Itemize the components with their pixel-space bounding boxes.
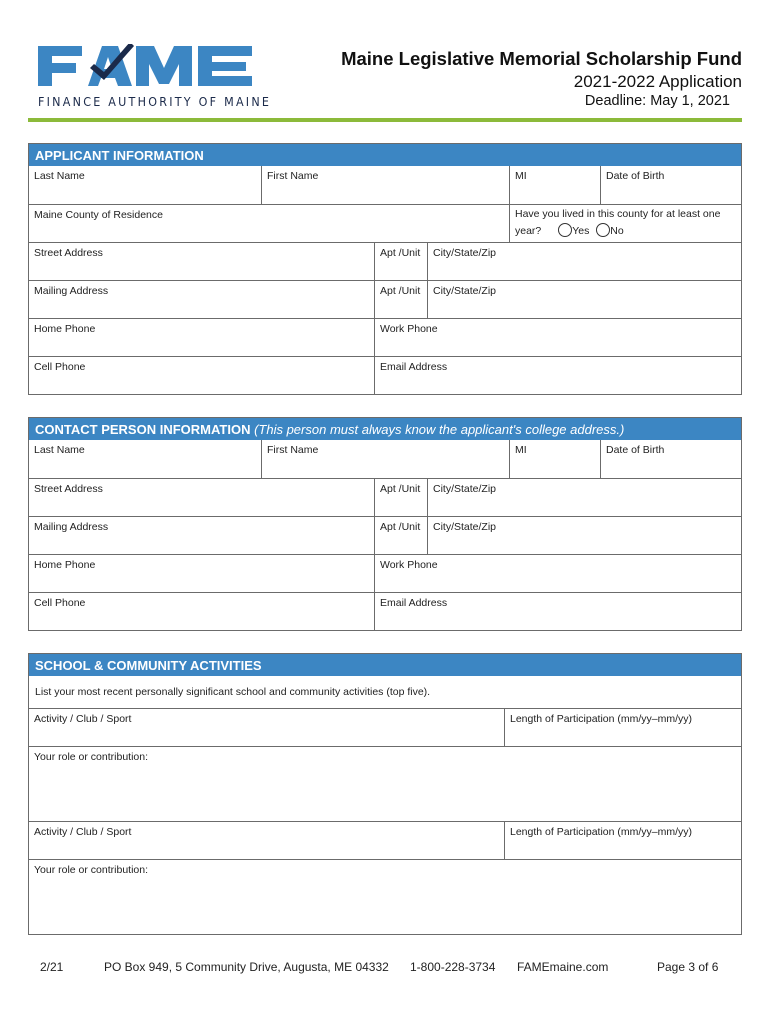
cell-email-row — [29, 356, 741, 394]
middle-initial-field[interactable] — [509, 166, 600, 204]
question-text: Have you lived in this county for at least one — [515, 208, 721, 220]
section-heading: APPLICANT INFORMATION — [29, 144, 741, 166]
footer-date: 2/21 — [40, 960, 64, 974]
field-label: Work Phone — [380, 323, 438, 335]
field-label: First Name — [267, 444, 319, 456]
question-text-2: year? — [515, 225, 542, 237]
city-state-zip-field[interactable] — [427, 517, 741, 554]
street-address-field[interactable] — [29, 243, 374, 280]
field-label: Last Name — [34, 444, 85, 456]
cell-phone-field[interactable] — [29, 593, 374, 630]
applicant-section — [28, 143, 742, 395]
field-label: Work Phone — [380, 559, 438, 571]
city-state-zip-field[interactable] — [427, 243, 741, 280]
footer-address: PO Box 949, 5 Community Drive, Augusta, ME 04332 — [104, 960, 389, 974]
section-title: CONTACT PERSON INFORMATION — [35, 422, 251, 437]
form-subtitle: 2021-2022 Application — [573, 72, 742, 91]
role-row — [29, 746, 741, 821]
street-address-field[interactable] — [29, 479, 374, 516]
work-phone-field[interactable] — [374, 319, 741, 356]
section-note: (This person must always know the applicant's college address.) — [254, 422, 625, 437]
field-label: Mailing Address — [34, 285, 109, 297]
footer-phone: 1-800-228-3734 — [410, 960, 496, 974]
email-field[interactable] — [374, 593, 741, 630]
field-label: Home Phone — [34, 559, 96, 571]
apt-unit-field[interactable] — [374, 479, 427, 516]
field-label: Last Name — [34, 170, 85, 182]
field-label: MI — [515, 444, 527, 456]
field-label: Date of Birth — [606, 170, 665, 182]
field-label: Street Address — [34, 247, 103, 259]
street-address-row — [29, 478, 741, 516]
applicant-name-row — [29, 166, 741, 204]
field-label: City/State/Zip — [433, 521, 497, 533]
field-label: Mailing Address — [34, 521, 109, 533]
first-name-field[interactable] — [261, 440, 509, 478]
no-label: No — [610, 225, 624, 237]
first-name-field[interactable] — [261, 166, 509, 204]
field-label: Apt /Unit — [380, 285, 421, 297]
field-label: Street Address — [34, 483, 103, 495]
field-label: Email Address — [380, 361, 448, 373]
contact-section — [28, 417, 742, 631]
contact-name-row — [29, 440, 741, 478]
work-phone-field[interactable] — [374, 555, 741, 592]
field-label: Email Address — [380, 597, 448, 609]
field-label: City/State/Zip — [433, 285, 497, 297]
home-phone-field[interactable] — [29, 319, 374, 356]
email-field[interactable] — [374, 357, 741, 394]
home-phone-field[interactable] — [29, 555, 374, 592]
mailing-address-row — [29, 280, 741, 318]
apt-unit-field[interactable] — [374, 243, 427, 280]
no-radio[interactable] — [596, 223, 610, 237]
middle-initial-field[interactable] — [509, 440, 600, 478]
fame-logo — [38, 44, 272, 114]
footer-page-number: Page 3 of 6 — [657, 960, 719, 974]
field-label: City/State/Zip — [433, 247, 497, 259]
role-row — [29, 859, 741, 934]
cell-email-row — [29, 592, 741, 630]
field-label: Home Phone — [34, 323, 96, 335]
field-label: Your role or contribution: — [34, 751, 149, 763]
section-heading — [29, 418, 741, 440]
activity-row — [29, 708, 741, 746]
date-of-birth-field[interactable] — [600, 440, 741, 478]
mailing-address-field[interactable] — [29, 517, 374, 554]
field-label: Activity / Club / Sport — [34, 826, 132, 838]
activities-instructions: List your most recent personally significant school and community activities (top five). — [35, 686, 431, 698]
county-duration-question — [509, 205, 741, 242]
activities-section — [28, 653, 742, 935]
footer-website[interactable]: FAMEmaine.com — [517, 960, 609, 974]
last-name-field[interactable] — [29, 166, 261, 204]
field-label: Date of Birth — [606, 444, 665, 456]
activity-field[interactable] — [29, 709, 504, 746]
street-address-row — [29, 242, 741, 280]
field-label: First Name — [267, 170, 319, 182]
apt-unit-field[interactable] — [374, 517, 427, 554]
activity-field[interactable] — [29, 822, 504, 859]
fame-logo-mark — [38, 44, 254, 88]
yes-radio[interactable] — [558, 223, 572, 237]
city-state-zip-field[interactable] — [427, 479, 741, 516]
mailing-address-field[interactable] — [29, 281, 374, 318]
section-heading: SCHOOL & COMMUNITY ACTIVITIES — [29, 654, 741, 676]
role-contribution-field[interactable] — [29, 860, 741, 934]
field-label: Apt /Unit — [380, 521, 421, 533]
county-row — [29, 204, 741, 242]
field-label: Length of Participation (mm/yy–mm/yy) — [510, 826, 693, 838]
phone-row — [29, 554, 741, 592]
field-label: Length of Participation (mm/yy–mm/yy) — [510, 713, 693, 725]
county-field[interactable] — [29, 205, 509, 242]
city-state-zip-field[interactable] — [427, 281, 741, 318]
field-label: Your role or contribution: — [34, 864, 149, 876]
activity-row — [29, 821, 741, 859]
field-label: City/State/Zip — [433, 483, 497, 495]
form-title: Maine Legislative Memorial Scholarship Fund — [341, 48, 742, 69]
apt-unit-field[interactable] — [374, 281, 427, 318]
field-label: Apt /Unit — [380, 483, 421, 495]
field-label: MI — [515, 170, 527, 182]
field-label: Cell Phone — [34, 597, 86, 609]
role-contribution-field[interactable] — [29, 747, 741, 821]
field-label: Maine County of Residence — [34, 209, 163, 221]
cell-phone-field[interactable] — [29, 357, 374, 394]
last-name-field[interactable] — [29, 440, 261, 478]
mailing-address-row — [29, 516, 741, 554]
field-label: Activity / Club / Sport — [34, 713, 132, 725]
phone-row — [29, 318, 741, 356]
yes-label: Yes — [572, 225, 590, 237]
field-label: Cell Phone — [34, 361, 86, 373]
deadline-text: Deadline: May 1, 2021 — [584, 93, 730, 109]
date-of-birth-field[interactable] — [600, 166, 741, 204]
logo-subtitle: FINANCE AUTHORITY OF MAINE — [38, 95, 272, 109]
header-divider — [28, 118, 742, 122]
length-of-participation-field[interactable] — [504, 709, 741, 746]
field-label: Apt /Unit — [380, 247, 421, 259]
length-of-participation-field[interactable] — [504, 822, 741, 859]
